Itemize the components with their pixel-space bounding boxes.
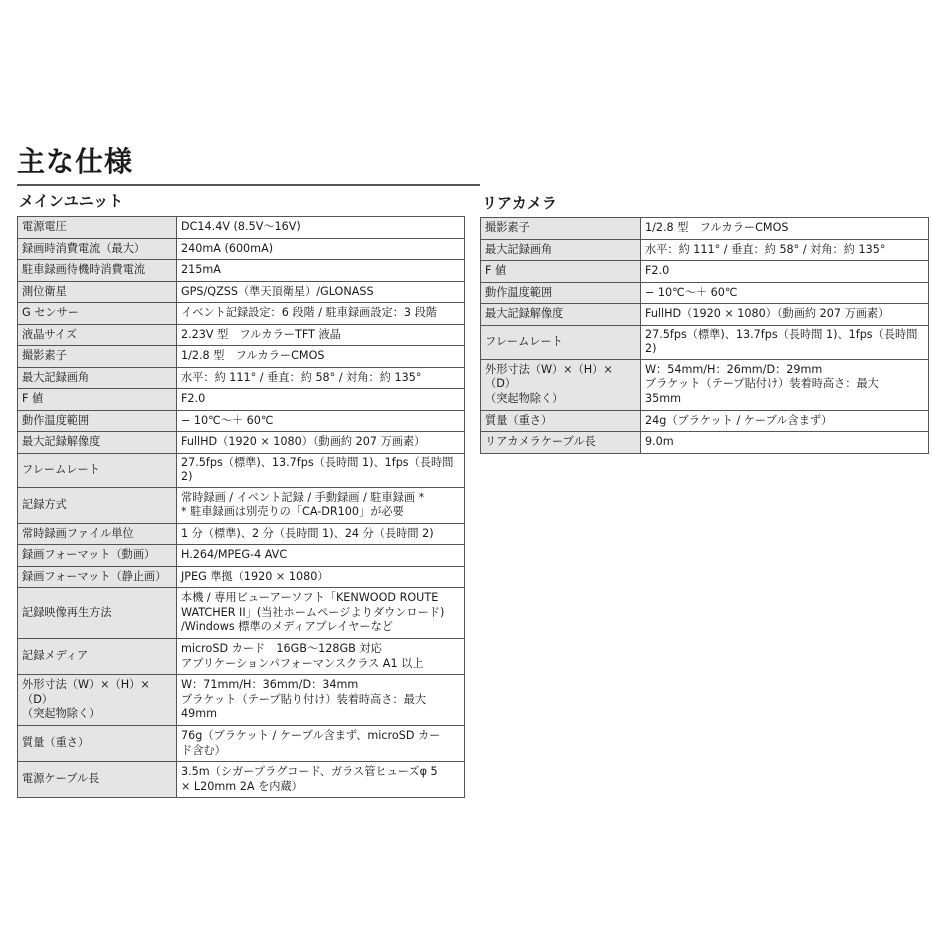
spec-value-line: microSD カード 16GB〜128GB 対応 [181,642,382,655]
main-spec-row [18,675,465,726]
spec-label: フレームレート [18,453,177,487]
spec-value [641,218,929,240]
spec-value-line: 9.0m [645,435,674,448]
spec-value-line: − 10℃〜＋ 60℃ [181,413,274,427]
main-spec-row [18,726,465,762]
rear-spec-row [481,432,929,454]
main-spec-row [18,367,465,389]
spec-value-line: ブラケット（テープ貼付け）装着時高さ：最大 [645,377,879,391]
spec-label: 最大記録解像度 [481,304,641,326]
spec-label: 最大記録画角 [481,239,641,261]
spec-label: 最大記録画角 [18,367,177,389]
spec-value-line: /Windows 標準のメディアプレイヤーなど [181,620,393,634]
spec-label: 液晶サイズ [18,324,177,346]
rear-spec-row [481,304,929,326]
spec-value [177,367,465,389]
spec-value [177,410,465,432]
spec-value [177,303,465,325]
spec-value-line: 27.5fps（標準)、13.7fps（長時間 1)、1fps（長時間 2) [181,455,454,483]
spec-label: 動作温度範囲 [18,410,177,432]
spec-value [177,726,465,762]
spec-value [177,762,465,798]
spec-value [177,523,465,545]
spec-value-line: H.264/MPEG-4 AVC [181,548,288,561]
spec-value [177,545,465,567]
main-spec-row [18,545,465,567]
spec-label: 記録方式 [18,487,177,523]
spec-value-line: 240mA (600mA) [181,241,274,255]
spec-value-line: イベント記録設定：6 段階 / 駐車録画設定：3 段階 [181,306,437,319]
spec-value-line: GPS/QZSS（準天頂衛星）/GLONASS [181,284,374,298]
spec-value-line: 1 分（標準)、2 分（長時間 1)、24 分（長時間 2) [181,526,434,540]
spec-value-line: 76g（ブラケット / ケーブル含まず、microSD カー [181,729,441,742]
spec-value [177,217,465,239]
spec-label: 撮影素子 [481,218,641,240]
spec-value-line: WATCHER II」(当社ホームページよりダウンロード) [181,605,445,619]
spec-label: リアカメラケーブル長 [481,432,641,454]
spec-label: 最大記録解像度 [18,432,177,454]
spec-label: 質量（重さ） [18,726,177,762]
spec-value-line: FullHD（1920 × 1080）（動画約 207 万画素） [645,307,890,320]
spec-label: 記録メディア [18,639,177,675]
spec-value-line: 1/2.8 型 フルカラーCMOS [645,221,789,234]
spec-value-line: 2.23V 型 フルカラーTFT 液晶 [181,327,341,341]
spec-value-line: 本機 / 専用ビューアーソフト「KENWOOD ROUTE [181,591,439,605]
main-unit-spec-table [17,216,465,798]
spec-value-line: ブラケット（テープ貼り付け）装着時高さ：最大 [181,692,427,706]
rear-spec-row [481,239,929,261]
spec-value-line: 1/2.8 型 フルカラーCMOS [181,349,325,362]
main-spec-row [18,303,465,325]
spec-label-line: 外形寸法（W）×（H）×（D） [485,362,613,391]
main-spec-row [18,238,465,260]
spec-value [177,566,465,588]
main-spec-row [18,324,465,346]
spec-label: 駐車録画待機時消費電流 [18,260,177,282]
main-spec-row [18,566,465,588]
spec-value-line: W：54mm/H：26mm/D：29mm [645,362,823,376]
spec-value-line: 27.5fps（標準)、13.7fps（長時間 1)、1fps（長時間 2) [645,327,918,355]
main-unit-heading: メインユニット [19,192,124,210]
rear-camera-spec-table [480,217,929,454]
spec-value-line: 3.5m（シガープラグコード、ガラス管ヒューズφ 5 [181,765,438,778]
spec-label: 常時録画ファイル単位 [18,523,177,545]
rear-spec-row [481,359,929,410]
spec-value [641,239,929,261]
spec-label: 質量（重さ） [481,410,641,432]
spec-value [177,346,465,368]
spec-value [641,432,929,454]
spec-label: F 値 [18,389,177,411]
main-spec-row [18,346,465,368]
spec-value [177,432,465,454]
main-spec-row [18,281,465,303]
rear-spec-row [481,410,929,432]
spec-value [641,304,929,326]
main-spec-row [18,453,465,487]
spec-label: 撮影素子 [18,346,177,368]
spec-label: F 値 [481,261,641,283]
spec-label: 測位衛星 [18,281,177,303]
spec-value [641,261,929,283]
spec-label: フレームレート [481,325,641,359]
spec-value-line: * 駐車録画は別売りの「CA-DR100」が必要 [181,505,404,518]
spec-label: 録画フォーマット（動画） [18,545,177,567]
spec-value [641,325,929,359]
title-divider [17,184,480,186]
spec-value-line: JPEG 準拠（1920 × 1080） [181,569,329,583]
rear-spec-row [481,325,929,359]
spec-value-line: 水平：約 111° / 垂直：約 58° / 対角：約 135° [645,242,886,256]
spec-label: 電源電圧 [18,217,177,239]
spec-value [641,359,929,410]
spec-value [177,639,465,675]
spec-label: G センサー [18,303,177,325]
spec-value [177,675,465,726]
spec-label: 記録映像再生方法 [18,588,177,639]
spec-label: 録画フォーマット（静止画） [18,566,177,588]
spec-value-line: F2.0 [645,264,670,277]
spec-label-line: （突起物除く） [22,707,101,721]
main-spec-row [18,487,465,523]
spec-value [641,410,929,432]
main-spec-row [18,762,465,798]
spec-value-line: F2.0 [181,392,206,405]
spec-value-line: 水平：約 111° / 垂直：約 58° / 対角：約 135° [181,370,422,384]
main-unit-spec-body [18,217,465,798]
spec-value-line: − 10℃〜＋ 60℃ [645,285,738,299]
spec-label-line: （突起物除く） [485,391,564,405]
spec-value-line: アプリケーションパフォーマンスクラス A1 以上 [181,656,424,670]
spec-value-line: ド含む） [181,743,226,757]
spec-value [641,282,929,304]
spec-value-line: 49mm [181,707,218,721]
spec-label [481,359,641,410]
rear-camera-heading: リアカメラ [482,194,557,212]
main-spec-row [18,410,465,432]
spec-value-line: DC14.4V (8.5V〜16V) [181,220,301,233]
main-spec-row [18,260,465,282]
main-spec-row [18,432,465,454]
spec-value-line: 35mm [645,391,682,405]
main-spec-row [18,389,465,411]
spec-value [177,389,465,411]
spec-value [177,238,465,260]
main-spec-row [18,523,465,545]
spec-value [177,324,465,346]
spec-label [18,675,177,726]
spec-value-line: 215mA [181,263,221,276]
spec-label: 録画時消費電流（最大） [18,238,177,260]
spec-label-line: 外形寸法（W）×（H）×（D） [22,678,150,706]
main-spec-row [18,217,465,239]
page-title: 主な仕様 [17,145,134,178]
spec-value-line: 常時録画 / イベント記録 / 手動録画 / 駐車録画 * [181,490,425,504]
rear-spec-row [481,261,929,283]
rear-spec-row [481,218,929,240]
spec-value [177,281,465,303]
spec-label: 動作温度範囲 [481,282,641,304]
spec-value-line: FullHD（1920 × 1080）（動画約 207 万画素） [181,435,426,448]
spec-label: 電源ケーブル長 [18,762,177,798]
spec-value [177,588,465,639]
main-spec-row [18,588,465,639]
main-spec-row [18,639,465,675]
spec-value-line: W：71mm/H：36mm/D：34mm [181,678,359,692]
spec-value [177,453,465,487]
spec-value [177,487,465,523]
spec-value-line: 24g（ブラケット / ケーブル含まず） [645,413,833,427]
spec-value [177,260,465,282]
spec-value-line: × L20mm 2A を内蔵） [181,779,303,793]
rear-spec-row [481,282,929,304]
rear-camera-spec-body [481,218,929,454]
